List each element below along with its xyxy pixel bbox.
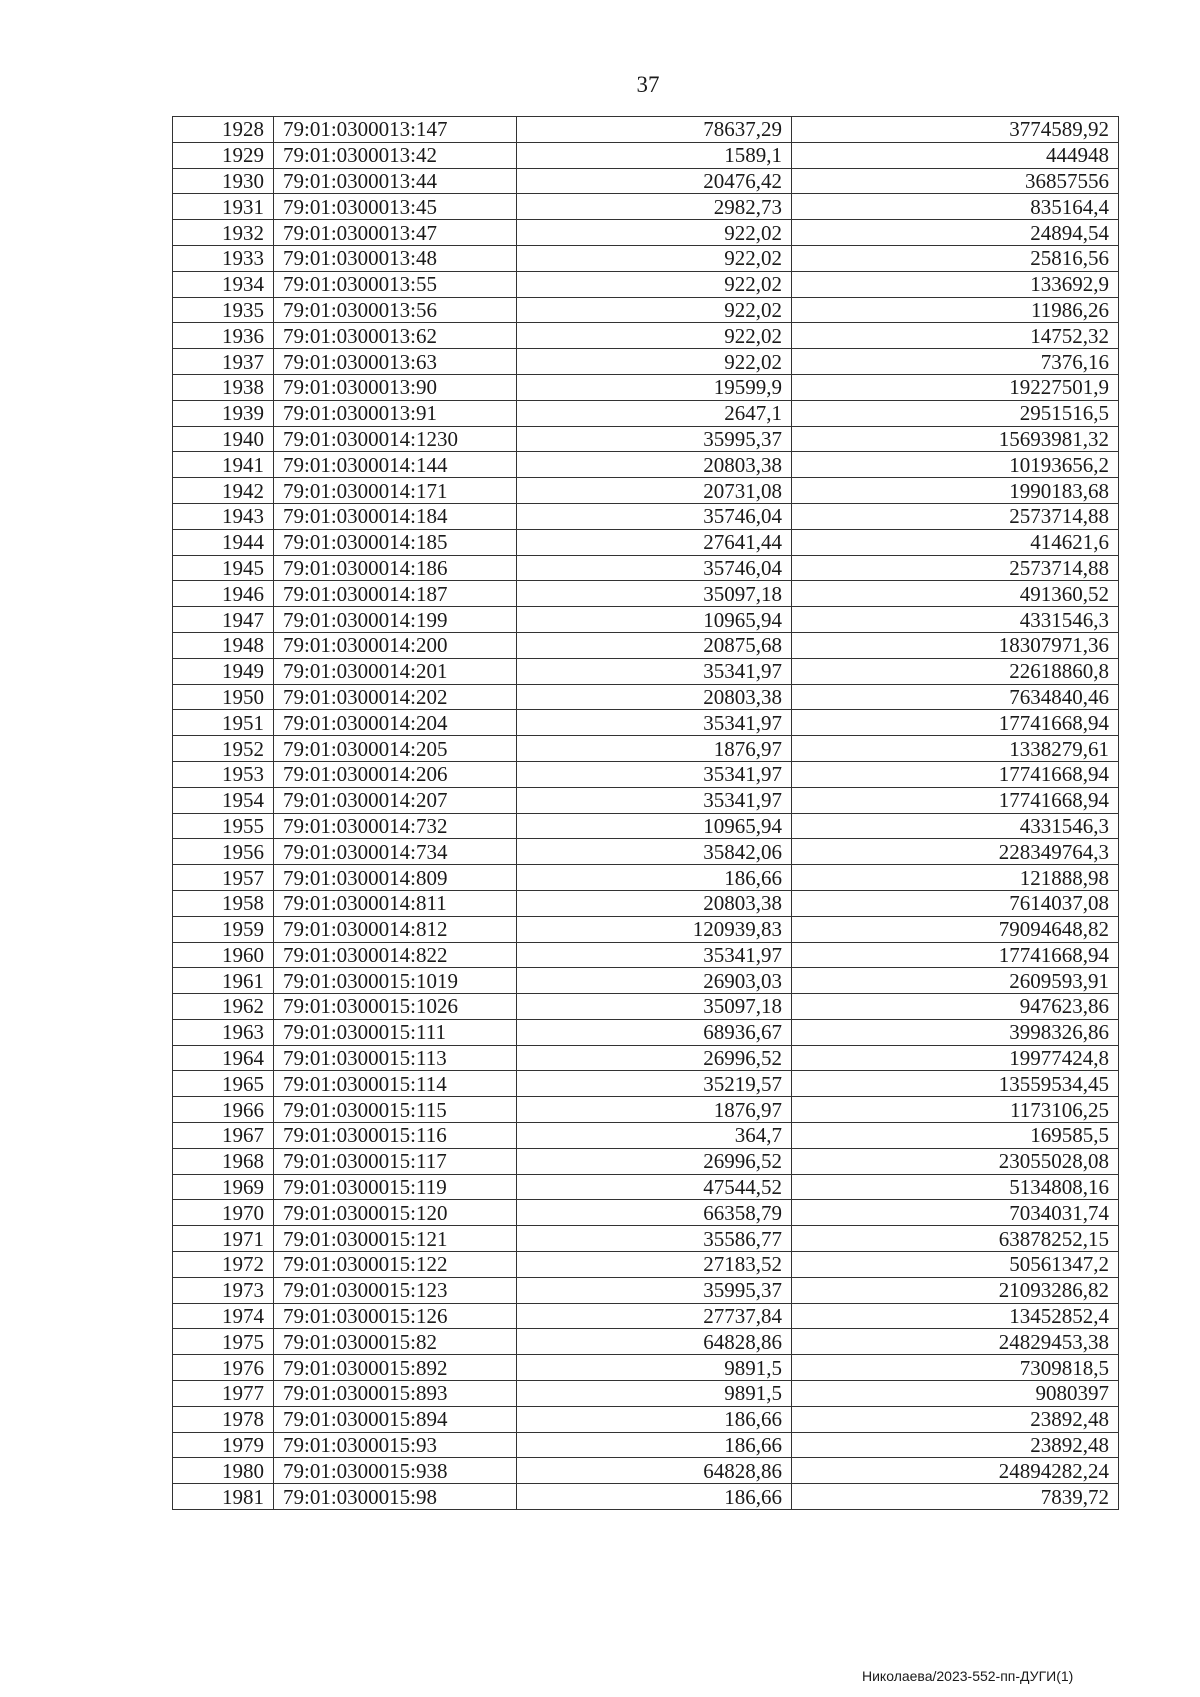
area-cell: 186,66 [517,1406,792,1432]
table-row [173,271,1119,297]
area-cell: 35341,97 [517,942,792,968]
value-cell: 133692,9 [792,271,1119,297]
table-row [173,1123,1119,1149]
area-cell: 922,02 [517,245,792,271]
value-cell: 19227501,9 [792,374,1119,400]
row-number-cell: 1951 [173,710,274,736]
cadastral-number-cell: 79:01:0300015:115 [274,1097,517,1123]
cadastral-number-cell: 79:01:0300015:1019 [274,968,517,994]
table-row [173,1097,1119,1123]
cadastral-number-cell: 79:01:0300015:116 [274,1123,517,1149]
cadastral-number-cell: 79:01:0300014:207 [274,787,517,813]
row-number-cell: 1973 [173,1277,274,1303]
row-number-cell: 1939 [173,400,274,426]
cadastral-number-cell: 79:01:0300014:199 [274,607,517,633]
value-cell: 7034031,74 [792,1200,1119,1226]
cadastral-number-cell: 79:01:0300013:91 [274,400,517,426]
cadastral-number-cell: 79:01:0300014:734 [274,839,517,865]
value-cell: 7839,72 [792,1484,1119,1510]
row-number-cell: 1929 [173,142,274,168]
table-row [173,994,1119,1020]
area-cell: 1876,97 [517,736,792,762]
area-cell: 922,02 [517,349,792,375]
value-cell: 36857556 [792,168,1119,194]
row-number-cell: 1944 [173,529,274,555]
table-row [173,1277,1119,1303]
value-cell: 18307971,36 [792,632,1119,658]
area-cell: 64828,86 [517,1458,792,1484]
table-row [173,452,1119,478]
cadastral-number-cell: 79:01:0300013:44 [274,168,517,194]
value-cell: 947623,86 [792,994,1119,1020]
row-number-cell: 1953 [173,761,274,787]
cadastral-number-cell: 79:01:0300015:126 [274,1303,517,1329]
cadastral-number-cell: 79:01:0300015:894 [274,1406,517,1432]
cadastral-number-cell: 79:01:0300014:184 [274,503,517,529]
cadastral-number-cell: 79:01:0300013:42 [274,142,517,168]
value-cell: 15693981,32 [792,426,1119,452]
table-row [173,684,1119,710]
value-cell: 11986,26 [792,297,1119,323]
area-cell: 2982,73 [517,194,792,220]
table-row [173,839,1119,865]
table-row [173,813,1119,839]
cadastral-number-cell: 79:01:0300014:809 [274,865,517,891]
table-row [173,916,1119,942]
cadastral-number-cell: 79:01:0300015:893 [274,1381,517,1407]
area-cell: 922,02 [517,271,792,297]
value-cell: 5134808,16 [792,1174,1119,1200]
table-row [173,478,1119,504]
row-number-cell: 1943 [173,503,274,529]
cadastral-number-cell: 79:01:0300014:206 [274,761,517,787]
table-body [173,117,1119,1510]
row-number-cell: 1967 [173,1123,274,1149]
row-number-cell: 1974 [173,1303,274,1329]
table-row [173,942,1119,968]
row-number-cell: 1928 [173,117,274,143]
row-number-cell: 1980 [173,1458,274,1484]
area-cell: 35341,97 [517,787,792,813]
table-row [173,117,1119,143]
table-row [173,529,1119,555]
cadastral-number-cell: 79:01:0300013:55 [274,271,517,297]
area-cell: 2647,1 [517,400,792,426]
row-number-cell: 1971 [173,1226,274,1252]
cadastral-number-cell: 79:01:0300014:171 [274,478,517,504]
row-number-cell: 1964 [173,1045,274,1071]
row-number-cell: 1936 [173,323,274,349]
row-number-cell: 1949 [173,658,274,684]
cadastral-number-cell: 79:01:0300013:45 [274,194,517,220]
row-number-cell: 1969 [173,1174,274,1200]
area-cell: 35097,18 [517,994,792,1020]
row-number-cell: 1952 [173,736,274,762]
table-row [173,736,1119,762]
area-cell: 20476,42 [517,168,792,194]
row-number-cell: 1959 [173,916,274,942]
table-row [173,1019,1119,1045]
table-row [173,1329,1119,1355]
table-row [173,1174,1119,1200]
row-number-cell: 1956 [173,839,274,865]
table-row [173,1432,1119,1458]
table-row [173,1303,1119,1329]
cadastral-number-cell: 79:01:0300014:202 [274,684,517,710]
row-number-cell: 1961 [173,968,274,994]
row-number-cell: 1968 [173,1148,274,1174]
table-row [173,555,1119,581]
area-cell: 27737,84 [517,1303,792,1329]
value-cell: 1990183,68 [792,478,1119,504]
table-row [173,1355,1119,1381]
value-cell: 10193656,2 [792,452,1119,478]
row-number-cell: 1976 [173,1355,274,1381]
table-row [173,1148,1119,1174]
value-cell: 491360,52 [792,581,1119,607]
area-cell: 10965,94 [517,813,792,839]
cadastral-number-cell: 79:01:0300015:113 [274,1045,517,1071]
table-row [173,220,1119,246]
table-row [173,1484,1119,1510]
row-number-cell: 1975 [173,1329,274,1355]
row-number-cell: 1932 [173,220,274,246]
value-cell: 19977424,8 [792,1045,1119,1071]
value-cell: 17741668,94 [792,761,1119,787]
area-cell: 20875,68 [517,632,792,658]
table-row [173,503,1119,529]
value-cell: 121888,98 [792,865,1119,891]
value-cell: 169585,5 [792,1123,1119,1149]
value-cell: 2573714,88 [792,555,1119,581]
table-row [173,890,1119,916]
area-cell: 10965,94 [517,607,792,633]
area-cell: 186,66 [517,1432,792,1458]
row-number-cell: 1941 [173,452,274,478]
value-cell: 23055028,08 [792,1148,1119,1174]
cadastral-number-cell: 79:01:0300015:120 [274,1200,517,1226]
table-row [173,658,1119,684]
value-cell: 228349764,3 [792,839,1119,865]
value-cell: 835164,4 [792,194,1119,220]
cadastral-number-cell: 79:01:0300014:201 [274,658,517,684]
cadastral-number-cell: 79:01:0300013:90 [274,374,517,400]
value-cell: 7309818,5 [792,1355,1119,1381]
row-number-cell: 1966 [173,1097,274,1123]
area-cell: 26903,03 [517,968,792,994]
document-footer-id: Николаева/2023-552-пп-ДУГИ(1) [862,1668,1074,1684]
table-row [173,1406,1119,1432]
row-number-cell: 1958 [173,890,274,916]
area-cell: 35341,97 [517,658,792,684]
value-cell: 444948 [792,142,1119,168]
cadastral-number-cell: 79:01:0300014:185 [274,529,517,555]
value-cell: 50561347,2 [792,1252,1119,1278]
value-cell: 2609593,91 [792,968,1119,994]
table-row [173,787,1119,813]
area-cell: 19599,9 [517,374,792,400]
value-cell: 3998326,86 [792,1019,1119,1045]
table-row [173,1458,1119,1484]
area-cell: 20803,38 [517,452,792,478]
value-cell: 4331546,3 [792,813,1119,839]
table-row [173,710,1119,736]
value-cell: 414621,6 [792,529,1119,555]
area-cell: 27183,52 [517,1252,792,1278]
area-cell: 26996,52 [517,1045,792,1071]
row-number-cell: 1977 [173,1381,274,1407]
area-cell: 9891,5 [517,1355,792,1381]
value-cell: 23892,48 [792,1406,1119,1432]
row-number-cell: 1937 [173,349,274,375]
table-row [173,632,1119,658]
area-cell: 35341,97 [517,761,792,787]
row-number-cell: 1957 [173,865,274,891]
value-cell: 25816,56 [792,245,1119,271]
cadastral-number-cell: 79:01:0300015:119 [274,1174,517,1200]
row-number-cell: 1940 [173,426,274,452]
row-number-cell: 1955 [173,813,274,839]
cadastral-number-cell: 79:01:0300015:892 [274,1355,517,1381]
value-cell: 2951516,5 [792,400,1119,426]
area-cell: 20731,08 [517,478,792,504]
cadastral-number-cell: 79:01:0300013:63 [274,349,517,375]
row-number-cell: 1930 [173,168,274,194]
area-cell: 20803,38 [517,684,792,710]
cadastral-number-cell: 79:01:0300015:93 [274,1432,517,1458]
row-number-cell: 1934 [173,271,274,297]
table-row [173,865,1119,891]
area-cell: 922,02 [517,297,792,323]
area-cell: 922,02 [517,323,792,349]
table-row [173,374,1119,400]
area-cell: 35842,06 [517,839,792,865]
value-cell: 1173106,25 [792,1097,1119,1123]
row-number-cell: 1972 [173,1252,274,1278]
area-cell: 35097,18 [517,581,792,607]
cadastral-number-cell: 79:01:0300015:122 [274,1252,517,1278]
table-row [173,194,1119,220]
value-cell: 17741668,94 [792,710,1119,736]
table-row [173,400,1119,426]
table-row [173,426,1119,452]
row-number-cell: 1963 [173,1019,274,1045]
area-cell: 35995,37 [517,426,792,452]
area-cell: 9891,5 [517,1381,792,1407]
value-cell: 3774589,92 [792,117,1119,143]
table-row [173,1200,1119,1226]
value-cell: 13452852,4 [792,1303,1119,1329]
cadastral-number-cell: 79:01:0300015:111 [274,1019,517,1045]
value-cell: 4331546,3 [792,607,1119,633]
cadastral-number-cell: 79:01:0300014:200 [274,632,517,658]
row-number-cell: 1938 [173,374,274,400]
table-row [173,245,1119,271]
row-number-cell: 1950 [173,684,274,710]
cadastral-number-cell: 79:01:0300014:1230 [274,426,517,452]
table-row [173,581,1119,607]
area-cell: 35586,77 [517,1226,792,1252]
area-cell: 364,7 [517,1123,792,1149]
table-row [173,607,1119,633]
table-row [173,1071,1119,1097]
cadastral-number-cell: 79:01:0300013:48 [274,245,517,271]
table-row [173,297,1119,323]
page-number: 37 [636,72,660,97]
row-number-cell: 1935 [173,297,274,323]
cadastral-number-cell: 79:01:0300014:822 [274,942,517,968]
area-cell: 120939,83 [517,916,792,942]
cadastral-number-cell: 79:01:0300014:812 [274,916,517,942]
row-number-cell: 1945 [173,555,274,581]
value-cell: 63878252,15 [792,1226,1119,1252]
value-cell: 22618860,8 [792,658,1119,684]
value-cell: 24894282,24 [792,1458,1119,1484]
area-cell: 35746,04 [517,555,792,581]
area-cell: 186,66 [517,1484,792,1510]
table-row [173,142,1119,168]
row-number-cell: 1947 [173,607,274,633]
table-row [173,168,1119,194]
value-cell: 7634840,46 [792,684,1119,710]
cadastral-number-cell: 79:01:0300015:117 [274,1148,517,1174]
row-number-cell: 1933 [173,245,274,271]
area-cell: 1876,97 [517,1097,792,1123]
area-cell: 20803,38 [517,890,792,916]
table-row [173,349,1119,375]
area-cell: 1589,1 [517,142,792,168]
cadastral-number-cell: 79:01:0300014:144 [274,452,517,478]
row-number-cell: 1931 [173,194,274,220]
value-cell: 7614037,08 [792,890,1119,916]
value-cell: 13559534,45 [792,1071,1119,1097]
value-cell: 7376,16 [792,349,1119,375]
value-cell: 2573714,88 [792,503,1119,529]
cadastral-number-cell: 79:01:0300014:732 [274,813,517,839]
table-row [173,968,1119,994]
table-row [173,1045,1119,1071]
row-number-cell: 1942 [173,478,274,504]
cadastral-number-cell: 79:01:0300013:56 [274,297,517,323]
row-number-cell: 1948 [173,632,274,658]
row-number-cell: 1960 [173,942,274,968]
row-number-cell: 1981 [173,1484,274,1510]
area-cell: 68936,67 [517,1019,792,1045]
cadastral-number-cell: 79:01:0300013:47 [274,220,517,246]
area-cell: 66358,79 [517,1200,792,1226]
area-cell: 35746,04 [517,503,792,529]
cadastral-number-cell: 79:01:0300013:147 [274,117,517,143]
cadastral-number-cell: 79:01:0300015:938 [274,1458,517,1484]
area-cell: 26996,52 [517,1148,792,1174]
table-row [173,323,1119,349]
cadastral-number-cell: 79:01:0300014:187 [274,581,517,607]
row-number-cell: 1979 [173,1432,274,1458]
area-cell: 35219,57 [517,1071,792,1097]
cadastral-number-cell: 79:01:0300015:114 [274,1071,517,1097]
cadastral-number-cell: 79:01:0300015:82 [274,1329,517,1355]
table-row [173,1252,1119,1278]
value-cell: 1338279,61 [792,736,1119,762]
value-cell: 9080397 [792,1381,1119,1407]
cadastral-number-cell: 79:01:0300015:1026 [274,994,517,1020]
area-cell: 35341,97 [517,710,792,736]
cadastral-number-cell: 79:01:0300014:186 [274,555,517,581]
value-cell: 17741668,94 [792,942,1119,968]
area-cell: 922,02 [517,220,792,246]
cadastral-number-cell: 79:01:0300014:811 [274,890,517,916]
row-number-cell: 1962 [173,994,274,1020]
cadastral-number-cell: 79:01:0300015:121 [274,1226,517,1252]
row-number-cell: 1978 [173,1406,274,1432]
area-cell: 186,66 [517,865,792,891]
table-row [173,1226,1119,1252]
cadastral-table [172,116,1119,1510]
cadastral-number-cell: 79:01:0300014:205 [274,736,517,762]
area-cell: 64828,86 [517,1329,792,1355]
area-cell: 47544,52 [517,1174,792,1200]
value-cell: 24829453,38 [792,1329,1119,1355]
row-number-cell: 1946 [173,581,274,607]
value-cell: 23892,48 [792,1432,1119,1458]
value-cell: 17741668,94 [792,787,1119,813]
row-number-cell: 1954 [173,787,274,813]
value-cell: 24894,54 [792,220,1119,246]
cadastral-number-cell: 79:01:0300015:98 [274,1484,517,1510]
cadastral-number-cell: 79:01:0300014:204 [274,710,517,736]
area-cell: 35995,37 [517,1277,792,1303]
cadastral-number-cell: 79:01:0300013:62 [274,323,517,349]
area-cell: 78637,29 [517,117,792,143]
value-cell: 14752,32 [792,323,1119,349]
area-cell: 27641,44 [517,529,792,555]
row-number-cell: 1965 [173,1071,274,1097]
table-row [173,1381,1119,1407]
row-number-cell: 1970 [173,1200,274,1226]
table-row [173,761,1119,787]
cadastral-number-cell: 79:01:0300015:123 [274,1277,517,1303]
value-cell: 79094648,82 [792,916,1119,942]
value-cell: 21093286,82 [792,1277,1119,1303]
